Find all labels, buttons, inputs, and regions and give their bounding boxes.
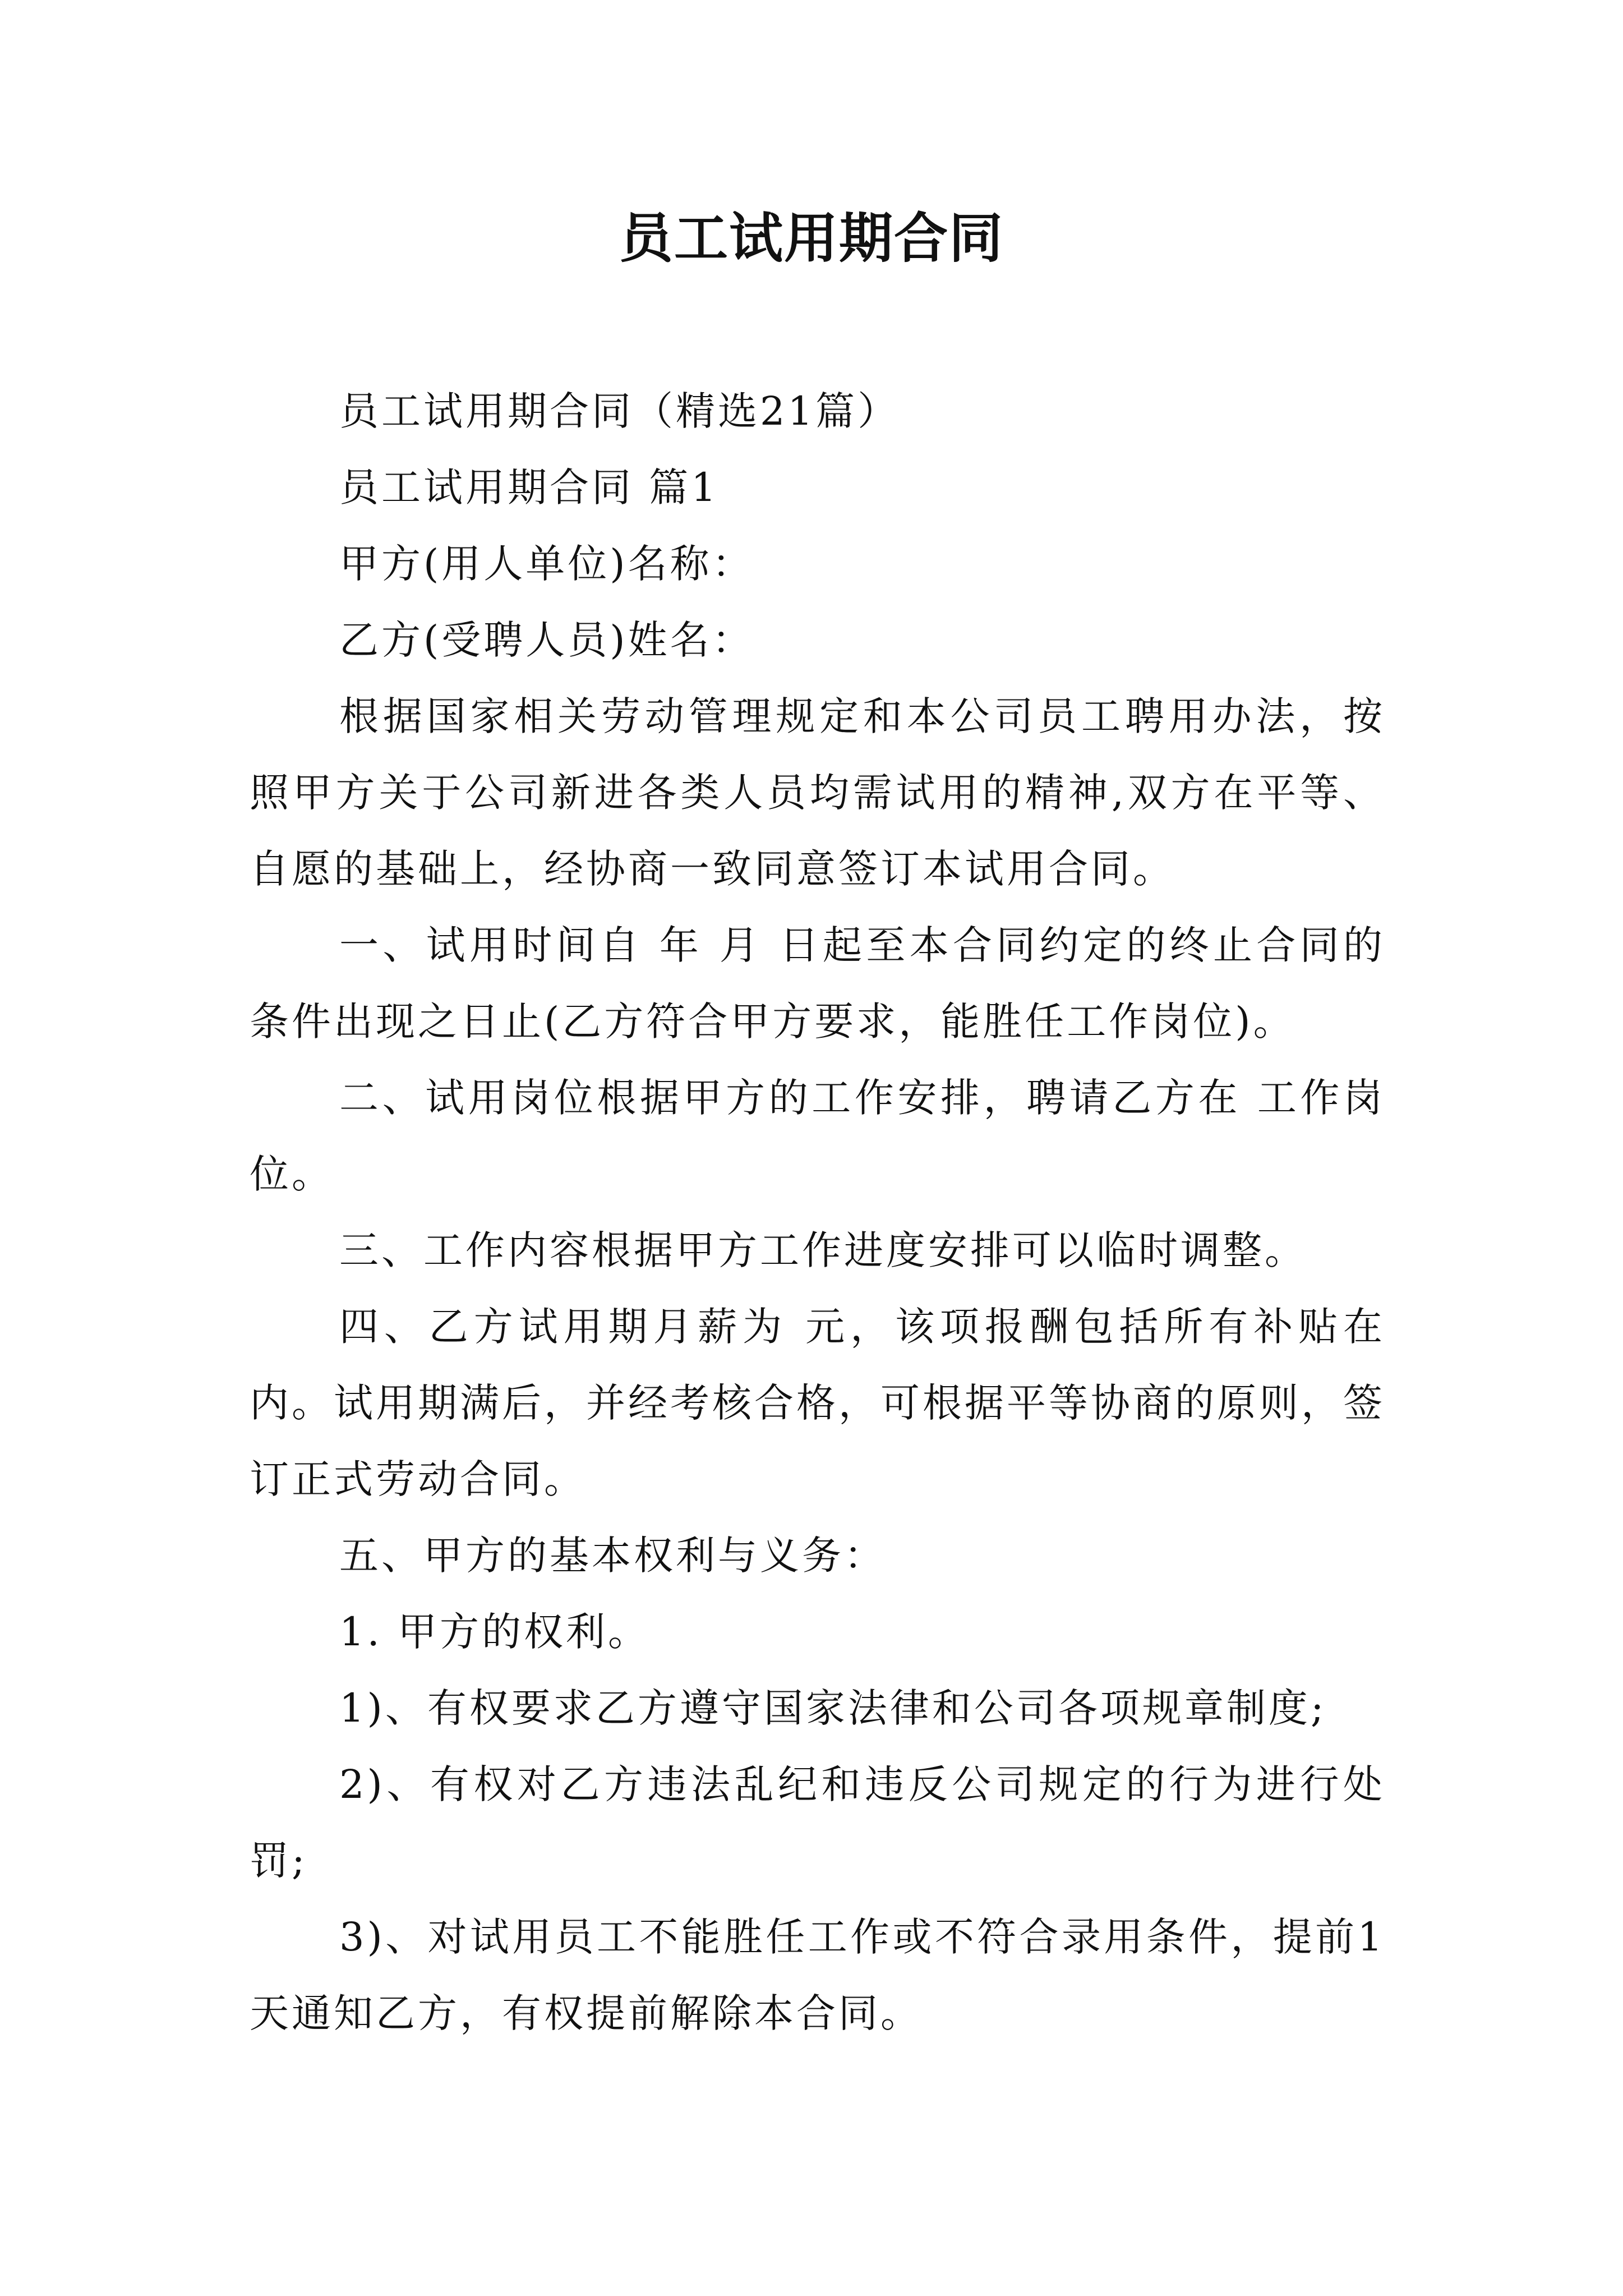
paragraph-subitem-3: 3)、对试用员工不能胜任工作或不符合录用条件，提前1天通知乙方，有权提前解除本合同。	[250, 1914, 1385, 2036]
paragraph-clause-2: 二、试用岗位根据甲方的工作安排，聘请乙方在 工作岗位。	[250, 1075, 1385, 1197]
paragraph-preamble: 根据国家相关劳动管理规定和本公司员工聘用办法，按照甲方关于公司新进各类人员均需试用的精神,双方在平等、自愿的基础上，经协商一致同意签订本试用合同。	[250, 693, 1385, 892]
paragraph-item-1: 1. 甲方的权利。	[339, 1609, 651, 1655]
paragraph-party-b: 乙方(受聘人员)姓名：	[339, 617, 754, 663]
paragraph-party-a: 甲方(用人单位)名称：	[339, 541, 754, 587]
paragraph-clause-4: 四、乙方试用期月薪为 元，该项报酬包括所有补贴在内。试用期满后，并经考核合格，可根据平等协商的原则，签订正式劳动合同。	[250, 1304, 1385, 1502]
paragraph-subitem-2: 2)、有权对乙方违法乱纪和违反公司规定的行为进行处罚;	[250, 1761, 1385, 1884]
paragraph-clause-3: 三、工作内容根据甲方工作进度安排可以临时调整。	[339, 1227, 1307, 1273]
paragraph-clause-1: 一、试用时间自 年 月 日起至本合同约定的终止合同的条件出现之日止(乙方符合甲方要求，能胜任工作岗位)。	[250, 922, 1385, 1045]
paragraph-subitem-1: 1)、有权要求乙方遵守国家法律和公司各项规章制度;	[339, 1685, 1327, 1731]
paragraph-section-heading: 员工试用期合同 篇1	[339, 464, 719, 510]
document-body	[250, 373, 1385, 2051]
document-title: 员工试用期合同	[619, 207, 1004, 270]
paragraph-subtitle: 员工试用期合同（精选21篇）	[339, 388, 900, 434]
paragraph-clause-5: 五、甲方的基本权利与义务：	[339, 1533, 886, 1579]
